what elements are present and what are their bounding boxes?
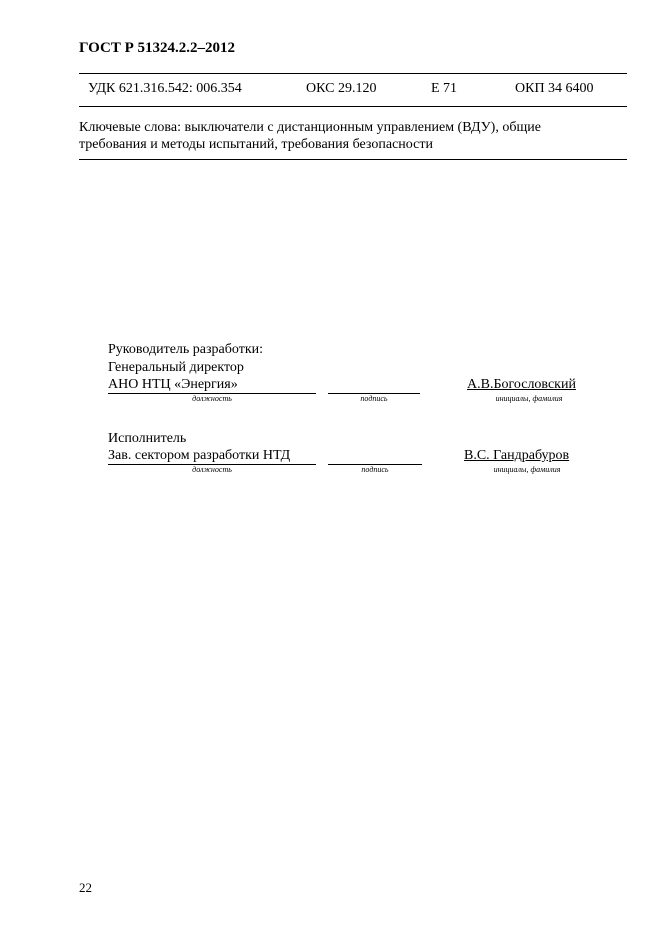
oks-code: ОКС 29.120 (306, 81, 377, 96)
developer-signature-caption: подпись (360, 394, 388, 403)
executor-name: В.С. Гандрабуров (464, 448, 570, 463)
developer-organization: АНО НТЦ «Энергия» (108, 377, 238, 392)
keywords-rule (79, 159, 627, 160)
executor-name-caption: инициалы, фамилия (493, 465, 561, 474)
executor-heading: Исполнитель (108, 431, 187, 446)
udk-code: УДК 621.316.542: 006.354 (88, 81, 242, 96)
keywords-block (79, 119, 627, 153)
executor-signature-caption: подпись (361, 465, 389, 474)
keywords-line-2: требования и методы испытаний, требования безопасности (79, 137, 433, 152)
e-code: Е 71 (431, 81, 458, 96)
executor-position: Зав. сектором разработки НТД (108, 448, 291, 463)
classification-rule (79, 106, 627, 107)
standard-title: ГОСТ Р 51324.2.2–2012 (79, 40, 236, 56)
okp-code: ОКП 34 6400 (515, 81, 594, 96)
developer-heading: Руководитель разработки: (108, 342, 264, 357)
developer-name: А.В.Богословский (467, 377, 576, 392)
developer-name-caption: инициалы, фамилия (495, 394, 563, 403)
developer-role: Генеральный директор (108, 360, 244, 375)
executor-position-caption: должность (192, 465, 232, 474)
page-number: 22 (79, 880, 92, 895)
top-rule (79, 73, 627, 74)
developer-position-caption: должность (192, 394, 232, 403)
keywords-line-1: Ключевые слова: выключатели с дистанционным управлением (ВДУ), общие (79, 120, 541, 135)
